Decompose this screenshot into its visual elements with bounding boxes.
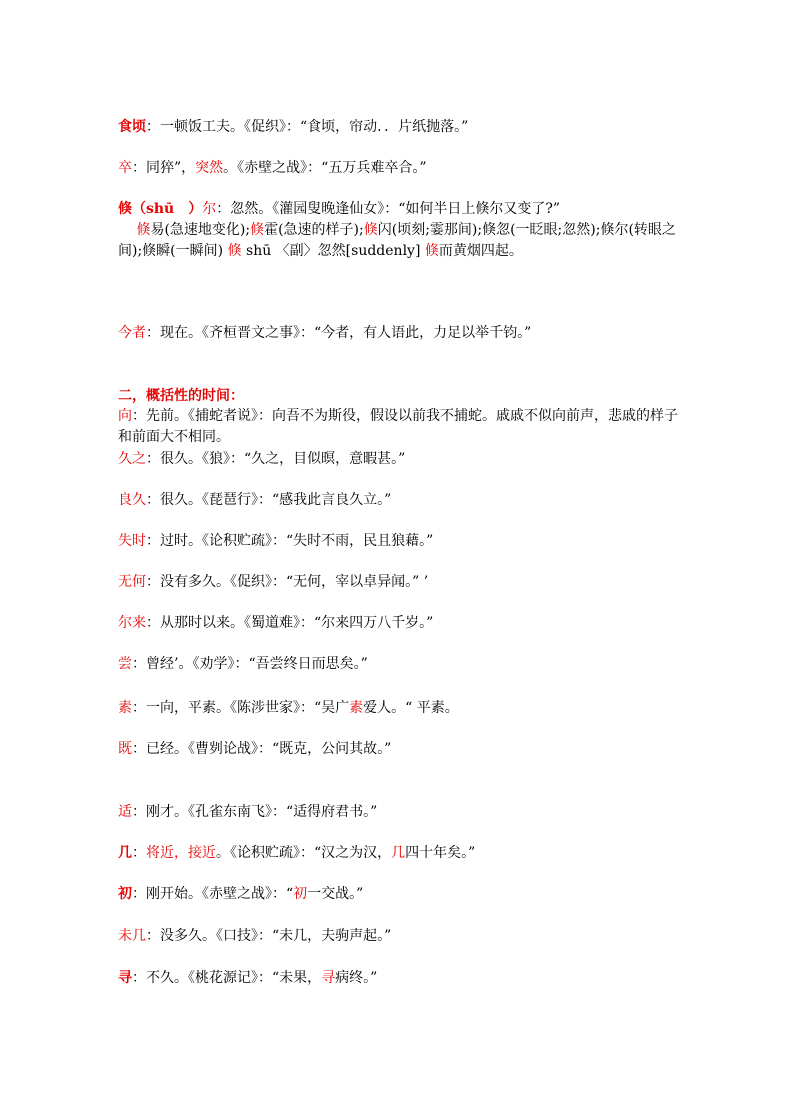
detail-3: 闪(顷刻;霎那间);倏忽(一眨眼;忽然);倏尔(转眼之间);倏瞬(一瞬间) <box>118 222 676 259</box>
definition-shi: ：刚才。《孔雀东南飞》：“适得府君书。” <box>132 804 378 820</box>
entry-wuhe <box>118 571 678 593</box>
definition-jihu-a: ： <box>132 845 146 861</box>
entry-jinzhe <box>118 322 678 344</box>
detail-2: 霍(急速的样子); <box>264 222 364 238</box>
definition-xun-b: 病终。” <box>335 970 378 986</box>
term-chu: 初 <box>118 886 132 902</box>
entry-chang <box>118 653 678 675</box>
definition-liangjiu: ：很久。《琵琶行》：“感我此言良久立。” <box>146 492 392 508</box>
definition-jinzhe: ：现在。《齐桓晋文之事》：“今者，有人语此，力足以举千钧。” <box>146 325 532 341</box>
section-heading: 二，概括性的时间： <box>118 388 244 404</box>
term-jihu: 几 <box>118 845 132 861</box>
highlight-shu-4: 倏 <box>227 243 242 259</box>
term-su: 素 <box>118 700 132 716</box>
entry-jiuzhi <box>118 448 678 470</box>
entry-erlai <box>118 612 678 634</box>
definition-weiji: ：没多久。《口技》：“未几，夫驹声起。” <box>146 928 392 944</box>
entry-shuer <box>118 198 678 220</box>
term-liangjiu: 良久 <box>118 492 146 508</box>
definition-chu-a: ：刚开始。《赤壁之战》：“ <box>132 886 294 902</box>
term-weiji: 未几 <box>118 928 146 944</box>
definition-su-b: 爱人。“ 平素。 <box>363 700 459 716</box>
detail-1: 易(急速地变化); <box>150 222 251 238</box>
definition-jihu-b: 。《论积贮疏》：“汉之为汉， <box>216 845 392 861</box>
definition-shiqing: ：一顿饭工夫。《促织》：“食顷，帘动．．片纸抛落。” <box>146 119 469 135</box>
definition-jiuzhi: ：很久。《狼》：“久之，目似暝，意暇甚。” <box>146 451 406 467</box>
highlight-jihu-a: 将近，接近 <box>146 845 216 861</box>
term-shuer: 倏（shū ） <box>118 201 203 217</box>
term-shishi: 失时 <box>118 533 146 549</box>
highlight-chu: 初 <box>293 886 308 902</box>
definition-shishi: ：过时。《论积贮疏》：“失时不雨，民且狼藉。” <box>146 533 434 549</box>
definition-zu-a: ：同猝”， <box>132 160 196 176</box>
definition-erlai: ：从那时以来。《蜀道难》：“尔来四万八千岁。” <box>146 615 434 631</box>
highlight-xun: 寻 <box>321 970 336 986</box>
term-xiang: 向 <box>118 408 132 424</box>
definition-jihu-c: 四十年矣。” <box>405 845 476 861</box>
entry-shishi <box>118 530 678 552</box>
term-erlai: 尔来 <box>118 615 146 631</box>
entry-shiqing <box>118 116 678 138</box>
highlight-zu: 突然 <box>195 160 224 176</box>
detail-4: shū 〈副〉忽然[suddenly] <box>241 243 425 259</box>
entry-jihu <box>118 842 678 864</box>
definition-wuhe: ：没有多久。《促织》：“无何，宰以卓异闻。” ’ <box>146 574 429 590</box>
definition-ji: ：已经。《曹刿论战》：“既克，公问其故。” <box>132 741 392 757</box>
entry-liangjiu <box>118 489 678 511</box>
highlight-su: 素 <box>349 700 364 716</box>
term-ji: 既 <box>118 741 132 757</box>
term-shuer-2: 尔 <box>202 201 217 217</box>
definition-xiang: ：先前。《捕蛇者说》：向吾不为斯役，假设以前我不捕蛇。戚戚不似向前声，悲戚的样子和前面大不相同。 <box>118 408 678 445</box>
entry-ji <box>118 738 678 760</box>
entry-chu <box>118 883 678 905</box>
highlight-shu-3: 倏 <box>363 222 378 238</box>
term-xun: 寻 <box>118 970 132 986</box>
highlight-jihu-b: 几 <box>391 845 406 861</box>
term-shiqing: 食顷 <box>118 119 146 135</box>
definition-su-a: ：一向，平素。《陈涉世家》：“吴广 <box>132 700 350 716</box>
term-jinzhe: 今者 <box>118 325 146 341</box>
entry-xiang <box>118 406 678 448</box>
entry-shuer-detail <box>118 220 678 262</box>
highlight-shu-5: 倏 <box>424 243 439 259</box>
definition-zu-b: 。《赤壁之战》：“五万兵难卒合。” <box>223 160 427 176</box>
indent <box>118 222 136 238</box>
entry-su <box>118 697 678 719</box>
term-jiuzhi: 久之 <box>118 451 146 467</box>
definition-chang: ：曾经’。《劝学》：“吾尝终日而思矣。” <box>132 656 368 672</box>
definition-xun-a: ：不久。《桃花源记》：“未果， <box>132 970 322 986</box>
definition-shuer: ：忽然。《灌园叟晚逢仙女》：“如何半日上倏尔又变了?” <box>216 201 561 217</box>
highlight-shu-2: 倏 <box>250 222 265 238</box>
highlight-shu-1: 倏 <box>136 222 151 238</box>
entry-weiji <box>118 925 678 947</box>
term-chang: 尝 <box>118 656 132 672</box>
term-zu: 卒 <box>118 160 132 176</box>
term-shi: 适 <box>118 804 132 820</box>
entry-zu <box>118 157 678 179</box>
entry-xun <box>118 967 678 989</box>
definition-chu-b: 一交战。” <box>307 886 364 902</box>
entry-shi <box>118 801 678 823</box>
term-wuhe: 无何 <box>118 574 146 590</box>
detail-5: 而黄烟四起。 <box>438 243 523 259</box>
